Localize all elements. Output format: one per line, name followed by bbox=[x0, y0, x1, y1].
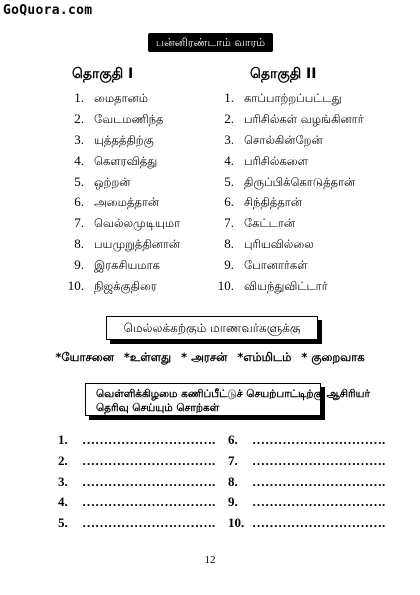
item-number: 8. bbox=[224, 236, 234, 252]
blank-list-right bbox=[228, 430, 385, 534]
item-number: 6. bbox=[74, 194, 84, 210]
item-word: நிஜக்குதிரை bbox=[94, 279, 157, 294]
item-number: 1. bbox=[74, 90, 84, 105]
blank-dots: …………………………. bbox=[252, 432, 386, 447]
item-word: வியந்துவிட்டார் bbox=[244, 279, 328, 294]
item-word: வேடமணிந்த bbox=[94, 111, 164, 126]
item-word: பரிசில்கள் வழங்கினார் bbox=[244, 111, 364, 126]
word-item: *உள்ளது bbox=[123, 350, 172, 364]
blank-line[interactable] bbox=[58, 472, 215, 493]
group1-word-list bbox=[66, 88, 180, 297]
list-item bbox=[66, 276, 180, 297]
list-item bbox=[66, 130, 180, 151]
blank-number: 5. bbox=[58, 515, 68, 531]
item-word: கேட்டான் bbox=[244, 216, 295, 231]
blank-line[interactable] bbox=[58, 430, 215, 451]
item-word: பரிசில்களை bbox=[244, 153, 309, 168]
item-number: 5. bbox=[74, 173, 84, 189]
blank-line[interactable] bbox=[228, 451, 385, 472]
blank-line[interactable] bbox=[228, 513, 385, 534]
blank-number: 1. bbox=[58, 432, 68, 447]
item-number: 10. bbox=[217, 278, 234, 294]
item-number: 2. bbox=[224, 110, 234, 126]
blank-dots: …………………………. bbox=[82, 452, 216, 468]
item-number: 2. bbox=[74, 110, 84, 126]
item-number: 3. bbox=[224, 131, 234, 147]
blank-dots: …………………………. bbox=[82, 515, 216, 531]
item-word: வெல்லமுடியுமா bbox=[94, 216, 181, 231]
blank-list-left bbox=[58, 430, 215, 534]
word-item: * குறைவாக bbox=[301, 350, 365, 364]
item-number: 6. bbox=[224, 194, 234, 210]
item-number: 4. bbox=[74, 152, 84, 168]
item-word: புரியவில்லை bbox=[244, 237, 314, 252]
blank-line[interactable] bbox=[228, 430, 385, 451]
list-item bbox=[216, 234, 364, 255]
blank-line[interactable] bbox=[58, 451, 215, 472]
item-word: போனார்கள் bbox=[244, 258, 308, 273]
group2-word-list bbox=[216, 88, 364, 297]
blank-dots: …………………………. bbox=[82, 494, 216, 510]
page-number: 12 bbox=[204, 554, 216, 566]
item-word: அமைத்தான் bbox=[94, 195, 160, 210]
blank-number: 6. bbox=[228, 432, 238, 447]
word-item: *யோசனை bbox=[55, 350, 114, 364]
item-word: சிந்தித்தான் bbox=[244, 195, 302, 210]
watermark: GoQuora.com bbox=[3, 3, 93, 18]
item-number: 5. bbox=[224, 173, 234, 189]
list-item bbox=[66, 88, 180, 109]
blank-number: 8. bbox=[228, 473, 238, 489]
blank-line[interactable] bbox=[228, 492, 385, 513]
list-item bbox=[216, 109, 364, 130]
item-word: கௌரவித்து bbox=[94, 153, 158, 168]
list-item bbox=[66, 213, 180, 234]
list-item bbox=[66, 151, 180, 172]
blank-number: 3. bbox=[58, 473, 68, 489]
list-item bbox=[216, 276, 364, 297]
word-item: *எம்மிடம் bbox=[237, 350, 292, 364]
list-item bbox=[216, 151, 364, 172]
item-word: யுத்தத்திற்கு bbox=[94, 132, 154, 147]
item-number: 7. bbox=[74, 215, 84, 231]
list-item bbox=[66, 109, 180, 130]
blank-line[interactable] bbox=[58, 513, 215, 534]
list-item bbox=[66, 234, 180, 255]
item-number: 8. bbox=[74, 236, 84, 252]
list-item bbox=[66, 255, 180, 276]
friday-box-line1: வெள்ளிக்கிழமை கணிப்பீட்டுச் செயற்பாட்டிற்கு ஆசிரியர் bbox=[96, 388, 371, 400]
item-word: ஒற்றன் bbox=[94, 174, 131, 189]
list-item bbox=[66, 192, 180, 213]
list-item bbox=[216, 130, 364, 151]
blank-line[interactable] bbox=[58, 492, 215, 513]
item-word: பயமுறுத்தினான் bbox=[94, 237, 181, 252]
list-item bbox=[216, 172, 364, 193]
list-item bbox=[216, 213, 364, 234]
slow-learners-heading: மெல்லக்கற்கும் மாணவர்களுக்கு bbox=[106, 316, 318, 340]
word-item: * அரசன் bbox=[181, 350, 228, 364]
blank-dots: …………………………. bbox=[82, 473, 216, 489]
item-number: 9. bbox=[224, 257, 234, 273]
blank-line[interactable] bbox=[228, 472, 385, 493]
item-word: சொல்கின்றேன் bbox=[244, 132, 323, 147]
item-number: 3. bbox=[74, 131, 84, 147]
blank-dots: …………………………. bbox=[252, 515, 386, 531]
blank-dots: …………………………. bbox=[82, 432, 216, 447]
item-word: இரகசியமாக bbox=[94, 258, 160, 273]
item-number: 7. bbox=[224, 215, 234, 231]
list-item bbox=[216, 255, 364, 276]
item-number: 9. bbox=[74, 257, 84, 273]
blank-number: 10. bbox=[228, 515, 245, 531]
slow-learners-words bbox=[0, 350, 420, 366]
item-number: 10. bbox=[67, 278, 84, 294]
group1-heading: தொகுதி I bbox=[72, 66, 134, 82]
blank-dots: …………………………. bbox=[252, 473, 386, 489]
item-word: காப்பாற்றப்பட்டது bbox=[244, 91, 342, 105]
item-word: திருப்பிக்கொடுத்தான் bbox=[244, 174, 356, 189]
friday-box-line2: தெரிவு செய்யும் சொற்கள் bbox=[96, 402, 220, 414]
blank-number: 9. bbox=[228, 494, 238, 510]
blank-dots: …………………………. bbox=[252, 494, 386, 510]
list-item bbox=[216, 192, 364, 213]
item-word: மைதானம் bbox=[94, 91, 149, 105]
blank-dots: …………………………. bbox=[252, 452, 386, 468]
list-item bbox=[66, 172, 180, 193]
blank-number: 7. bbox=[228, 452, 238, 468]
list-item bbox=[216, 88, 364, 109]
item-number: 4. bbox=[224, 152, 234, 168]
friday-assessment-box bbox=[85, 383, 371, 416]
week-title: பன்னிரண்டாம் வாரம் bbox=[148, 33, 273, 52]
blank-number: 2. bbox=[58, 452, 68, 468]
blank-number: 4. bbox=[58, 494, 68, 510]
item-number: 1. bbox=[224, 90, 234, 105]
group2-heading: தொகுதி II bbox=[250, 66, 317, 82]
